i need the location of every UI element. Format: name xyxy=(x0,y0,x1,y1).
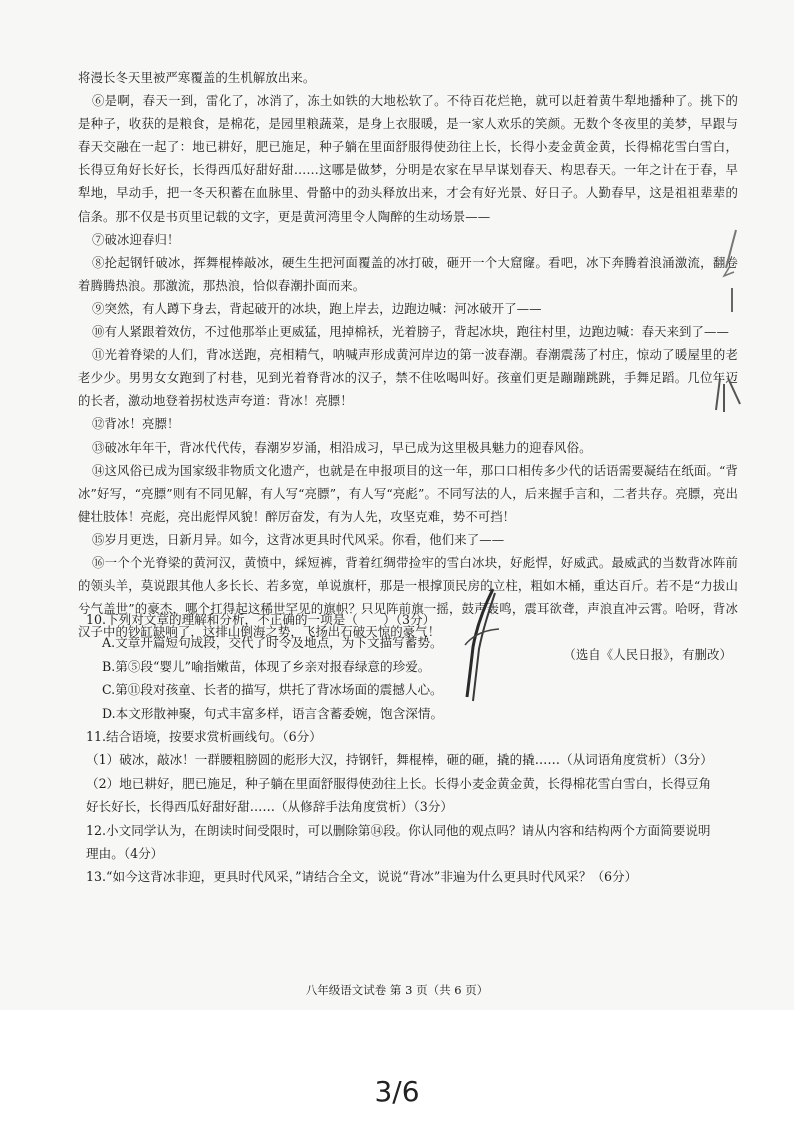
article-paragraph: ⑧抡起钢钎破冰，挥舞棍棒敲冰，硬生生把河面覆盖的冰打破，砸开一个大窟窿。看吧，冰下奔腾着浪涌激流，翻卷着腾腾热浪。那激流，那热浪，恰似春潮扑面而来。 xyxy=(78,254,738,293)
article-paragraph: ⑭这风俗已成为国家级非物质文化遗产，也就是在申报项目的这一年，那口口相传多少代的话语需要凝结在纸面。“背冰”好写，“亮膘”则有不同见解，有人写“亮膘”，有人写“亮彪”。不同写法的人，后来握手言和，二者共存。亮膘，亮出健壮肢体！亮彪，亮出彪悍风貌！醉厉奋发，有为人先，攻坚克难，势不可挡！ xyxy=(78,462,738,524)
article-paragraph: ⑪光着脊梁的人们，背冰送跑，亮相精气，呐喊声形成黄河岸边的第一波春潮。春潮震荡了村庄，惊动了暖屋里的老老少少。男男女女跑到了村巷，见到光着脊背冰的汉子，禁不住吆喝叫好。孩童们更是蹦蹦跳跳，手舞足蹈。几位年迈的长者，激动地登着拐杖迭声夸道：背冰！亮膘！ xyxy=(78,347,738,409)
question-section xyxy=(86,608,722,889)
article-source: （选自《人民日报》，有删改） xyxy=(563,647,732,663)
pencil-margin-mark xyxy=(712,228,752,418)
question-11-part-2: （2）地已耕好，肥已施足，种子躺在里面舒服得使劲往上长。长得小麦金黄金黄，长得棉花雪白雪白，长得豆角好长好长，长得西瓜好甜好甜……（从修辞手法角度赏析）（3分） xyxy=(86,775,712,815)
page-footer: 八年级语文试卷 第 3 页（共 6 页） xyxy=(305,983,489,997)
question-10-option-b: B.第⑤段“婴儿”喻指嫩苗，体现了乡亲对报春绿意的珍爱。 xyxy=(102,658,431,674)
article-paragraph: ⑫背冰！亮膘！ xyxy=(92,416,180,432)
article-paragraph: ⑨突然，有人蹲下身去，背起破开的冰块，跑上岸去，边跑边喊：河冰破开了—— xyxy=(92,300,542,316)
article-paragraph: ⑥是啊，春天一到，雷化了，冰消了，冻土如铁的大地松软了。不待百花烂艳，就可以赶着黄牛犁地播种了。挑下的是种子，收获的是粮食，是棉花，是园里粮蔬菜，是身上衣服暖，是一家人欢乐的笑颜。无数个冬夜里的美梦，早跟与春天交融在一起了：地已耕好，肥已施足，种子躺在里面舒服得使劲往上长，长得小麦金黄金黄，长得棉花雪白雪白，长得豆角好长好长，长得西瓜好甜好甜……这哪是做梦，分明是农家在早早谋划春天、构思春天。一年之计在于春，早犁地，早动手，把一冬天积蓄在血脉里、骨骼中的劲头释放出来，才会有好光景、好日子。人勤春早，这是祖祖辈辈的信条。那不仅是书页里记载的文字，更是黄河湾里令人陶醉的生动场景—— xyxy=(78,93,738,224)
page-indicator: 3/6 xyxy=(374,1075,420,1108)
question-11-stem: 11.结合语境，按要求赏析画线句。（6分） xyxy=(86,729,322,745)
article-paragraph: ⑩有人紧跟着效仿，不过他那举止更威猛，甩掉棉袄，光着膀子，背起冰块，跑往村里，边跑边喊：春天来到了—— xyxy=(92,324,730,340)
question-10-stem: 10.下列对文章的理解和分析，不正确的一项是（ ）（3分） xyxy=(86,612,436,627)
article-text xyxy=(78,66,738,666)
question-13: 13.“如今这背冰非迎，更具时代风采，”请结合全文，说说“背冰”非遍为什么更具时代风采？（6分） xyxy=(86,869,638,885)
question-10-option-d: D.本文形散神聚，句式丰富多样，语言含蓄委婉，饱含深情。 xyxy=(102,705,444,721)
article-paragraph: 将漫长冬天里被严寒覆盖的生机解放出来。 xyxy=(78,70,316,85)
question-12: 12.小文同学认为，在朗读时间受限时，可以删除第⑭段。你认同他的观点吗？请从内容和结构两个方面简要说明理由。（4分） xyxy=(86,822,711,862)
article-paragraph: ⑯一个个光脊梁的黄河汉，黄愤中，綵短裤，背着红绸带捡牢的雪白冰块，好彪悍，好威武。最威武的当数背冰阵前的领头羊，莫说跟其他人多长长、若多宽，单说旗杆，那是一根撑顶民房的立柱，粗如木桶，重达百斤。若不是“力拔山兮气盖世”的豪杰，哪个扛得起这稀世罕见的旗帜？只见阵前旗一摇，鼓声轰鸣，震耳欲聋，声浪直冲云霄。哈呀，背冰汉子中的钞缸缺响了，这排山倒海之势，飞扬出石破天惊的豪气！ xyxy=(78,554,738,640)
question-10-option-a: A.文章开篇短句成段，交代了时令及地点，为下文描写蓄势。 xyxy=(102,635,443,651)
question-10-option-c: C.第⑪段对孩童、长者的描写，烘托了背冰场面的震撼人心。 xyxy=(102,682,443,698)
article-paragraph: ⑮岁月更迭，日新月异。如今，这背冰更具时代风采。你看，他们来了—— xyxy=(92,531,505,547)
article-paragraph: ⑬破冰年年干，背冰代代传，春潮岁岁涌，相沿成习，早已成为这里极具魅力的迎春风俗。 xyxy=(92,439,592,455)
question-11-part-1: （1）破冰，敲冰！一群腰粗膀圆的彪形大汉，持钢钎，舞棍棒，砸的砸，撬的撬……（从词语角度赏析）（3分） xyxy=(86,752,713,768)
article-paragraph: ⑦破冰迎春归！ xyxy=(92,231,180,247)
pencil-scribble-mark xyxy=(455,585,515,705)
